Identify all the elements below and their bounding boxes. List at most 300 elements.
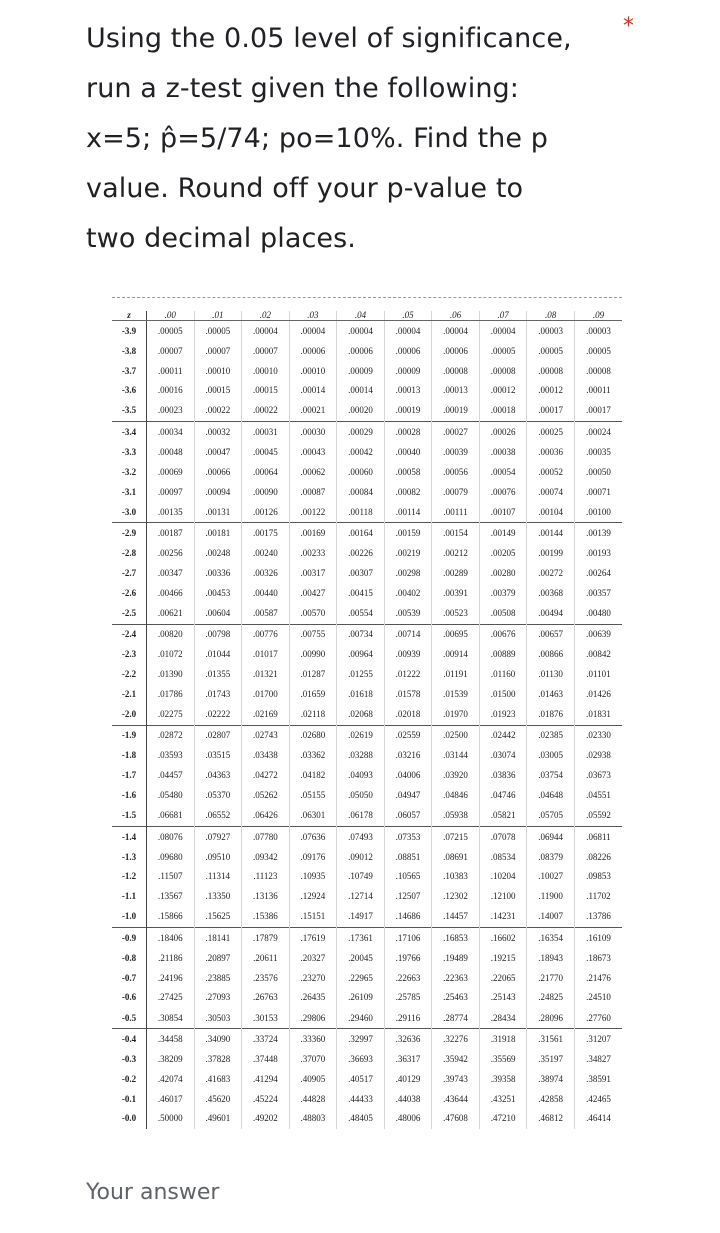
probability-cell: .00056 [432, 462, 480, 482]
probability-cell: .16853 [432, 928, 480, 949]
probability-cell: .31207 [574, 1029, 622, 1050]
probability-cell: .00357 [574, 583, 622, 603]
probability-cell: .00023 [147, 401, 195, 422]
probability-cell: .00427 [289, 583, 337, 603]
probability-cell: .17361 [337, 928, 385, 949]
probability-cell: .00011 [574, 381, 622, 401]
table-row [112, 948, 622, 968]
table-header-row [112, 311, 622, 321]
probability-cell: .00014 [337, 381, 385, 401]
probability-cell: .18141 [194, 928, 242, 949]
probability-cell: .01390 [147, 665, 195, 685]
z-value-cell: -2.3 [112, 645, 147, 665]
probability-cell: .11900 [527, 887, 575, 907]
probability-cell: .00019 [432, 401, 480, 422]
probability-cell: .20897 [194, 948, 242, 968]
probability-cell: .00060 [337, 462, 385, 482]
probability-cell: .00391 [432, 583, 480, 603]
probability-cell: .06057 [384, 805, 432, 826]
probability-cell: .04272 [242, 766, 290, 786]
probability-cell: .00003 [574, 321, 622, 342]
probability-cell: .27093 [194, 988, 242, 1008]
probability-cell: .00032 [194, 422, 242, 443]
probability-cell: .00013 [384, 381, 432, 401]
probability-cell: .02619 [337, 725, 385, 746]
probability-cell: .01101 [574, 665, 622, 685]
probability-cell: .48405 [337, 1109, 385, 1129]
probability-cell: .43644 [432, 1089, 480, 1109]
probability-cell: .25143 [479, 988, 527, 1008]
probability-cell: .00008 [574, 361, 622, 381]
probability-cell: .10027 [527, 867, 575, 887]
probability-cell: .14686 [384, 907, 432, 928]
probability-cell: .09176 [289, 847, 337, 867]
probability-cell: .12924 [289, 887, 337, 907]
probability-cell: .01287 [289, 665, 337, 685]
probability-cell: .00336 [194, 564, 242, 584]
probability-cell: .32636 [384, 1029, 432, 1050]
table-row [112, 746, 622, 766]
probability-cell: .02559 [384, 725, 432, 746]
probability-cell: .00030 [289, 422, 337, 443]
probability-cell: .00159 [384, 523, 432, 544]
table-row [112, 1029, 622, 1050]
table-row [112, 907, 622, 928]
table-row [112, 786, 622, 806]
z-value-cell: -2.9 [112, 523, 147, 544]
probability-cell: .05155 [289, 786, 337, 806]
table-row [112, 341, 622, 361]
probability-cell: .09510 [194, 847, 242, 867]
column-header: .09 [574, 311, 622, 321]
probability-cell: .00415 [337, 583, 385, 603]
probability-cell: .01876 [527, 704, 575, 725]
probability-cell: .45620 [194, 1089, 242, 1109]
probability-cell: .00587 [242, 603, 290, 624]
probability-cell: .00064 [242, 462, 290, 482]
column-header: .06 [432, 311, 480, 321]
probability-cell: .24825 [527, 988, 575, 1008]
table-top-divider [112, 297, 622, 299]
table-row [112, 401, 622, 422]
table-row [112, 361, 622, 381]
probability-cell: .47608 [432, 1109, 480, 1129]
probability-cell: .00054 [479, 462, 527, 482]
probability-cell: .15386 [242, 907, 290, 928]
probability-cell: .00480 [574, 603, 622, 624]
probability-cell: .34827 [574, 1050, 622, 1070]
probability-cell: .00639 [574, 624, 622, 645]
z-value-cell: -0.2 [112, 1069, 147, 1089]
column-header: .08 [527, 311, 575, 321]
probability-cell: .00004 [384, 321, 432, 342]
table-row [112, 624, 622, 645]
probability-cell: .00015 [194, 381, 242, 401]
probability-cell: .14457 [432, 907, 480, 928]
table-row [112, 564, 622, 584]
probability-cell: .09680 [147, 847, 195, 867]
probability-cell: .02068 [337, 704, 385, 725]
probability-cell: .00164 [337, 523, 385, 544]
probability-cell: .00028 [384, 422, 432, 443]
table-row [112, 1109, 622, 1129]
z-value-cell: -0.6 [112, 988, 147, 1008]
probability-cell: .00010 [289, 361, 337, 381]
question-line: Using the 0.05 level of significance, [86, 23, 572, 54]
probability-cell: .19766 [384, 948, 432, 968]
probability-cell: .00118 [337, 502, 385, 523]
probability-cell: .02938 [574, 746, 622, 766]
probability-cell: .10383 [432, 867, 480, 887]
probability-cell: .00289 [432, 564, 480, 584]
probability-cell: .40905 [289, 1069, 337, 1089]
probability-cell: .00820 [147, 624, 195, 645]
probability-cell: .00006 [384, 341, 432, 361]
probability-cell: .07215 [432, 826, 480, 847]
probability-cell: .48006 [384, 1109, 432, 1129]
probability-cell: .34458 [147, 1029, 195, 1050]
probability-cell: .01618 [337, 685, 385, 705]
probability-cell: .14007 [527, 907, 575, 928]
probability-cell: .00144 [527, 523, 575, 544]
probability-cell: .05480 [147, 786, 195, 806]
column-header: .07 [479, 311, 527, 321]
probability-cell: .00149 [479, 523, 527, 544]
probability-cell: .16109 [574, 928, 622, 949]
probability-cell: .12302 [432, 887, 480, 907]
probability-cell: .34090 [194, 1029, 242, 1050]
probability-cell: .03144 [432, 746, 480, 766]
probability-cell: .05705 [527, 805, 575, 826]
probability-cell: .00657 [527, 624, 575, 645]
probability-cell: .00889 [479, 645, 527, 665]
probability-cell: .00006 [337, 341, 385, 361]
probability-cell: .23576 [242, 968, 290, 988]
probability-cell: .28774 [432, 1008, 480, 1029]
probability-cell: .13567 [147, 887, 195, 907]
probability-cell: .49601 [194, 1109, 242, 1129]
probability-cell: .27425 [147, 988, 195, 1008]
probability-cell: .00050 [574, 462, 622, 482]
probability-cell: .04551 [574, 786, 622, 806]
probability-cell: .42074 [147, 1069, 195, 1089]
probability-cell: .40129 [384, 1069, 432, 1089]
probability-cell: .00570 [289, 603, 337, 624]
probability-cell: .06178 [337, 805, 385, 826]
probability-cell: .01659 [289, 685, 337, 705]
probability-cell: .00272 [527, 564, 575, 584]
probability-cell: .49202 [242, 1109, 290, 1129]
probability-cell: .00523 [432, 603, 480, 624]
probability-cell: .00539 [384, 603, 432, 624]
z-value-cell: -1.6 [112, 786, 147, 806]
probability-cell: .02500 [432, 725, 480, 746]
probability-cell: .05262 [242, 786, 290, 806]
probability-cell: .30503 [194, 1008, 242, 1029]
table-row [112, 725, 622, 746]
z-value-cell: -1.5 [112, 805, 147, 826]
z-value-cell: -0.5 [112, 1008, 147, 1029]
z-value-cell: -2.2 [112, 665, 147, 685]
probability-cell: .02743 [242, 725, 290, 746]
probability-cell: .00368 [527, 583, 575, 603]
table-row [112, 381, 622, 401]
probability-cell: .00175 [242, 523, 290, 544]
probability-cell: .00012 [479, 381, 527, 401]
probability-cell: .11702 [574, 887, 622, 907]
probability-cell: .00990 [289, 645, 337, 665]
probability-cell: .22965 [337, 968, 385, 988]
probability-cell: .00003 [527, 321, 575, 342]
probability-cell: .00010 [194, 361, 242, 381]
probability-cell: .01130 [527, 665, 575, 685]
probability-cell: .11314 [194, 867, 242, 887]
probability-cell: .08534 [479, 847, 527, 867]
probability-cell: .00074 [527, 482, 575, 502]
probability-cell: .09012 [337, 847, 385, 867]
z-value-cell: -2.7 [112, 564, 147, 584]
probability-cell: .03920 [432, 766, 480, 786]
probability-cell: .00122 [289, 502, 337, 523]
probability-cell: .00035 [574, 443, 622, 463]
z-value-cell: -3.3 [112, 443, 147, 463]
probability-cell: .00097 [147, 482, 195, 502]
probability-cell: .29116 [384, 1008, 432, 1029]
probability-cell: .00005 [527, 341, 575, 361]
probability-cell: .03288 [337, 746, 385, 766]
table-row [112, 321, 622, 342]
probability-cell: .00029 [337, 422, 385, 443]
answer-input[interactable] [86, 1168, 630, 1220]
z-value-cell: -1.1 [112, 887, 147, 907]
probability-cell: .12507 [384, 887, 432, 907]
probability-cell: .05938 [432, 805, 480, 826]
probability-cell: .00604 [194, 603, 242, 624]
z-value-cell: -2.5 [112, 603, 147, 624]
probability-cell: .01743 [194, 685, 242, 705]
z-value-cell: -3.1 [112, 482, 147, 502]
column-header: .02 [242, 311, 290, 321]
probability-cell: .04006 [384, 766, 432, 786]
probability-cell: .23885 [194, 968, 242, 988]
probability-cell: .02442 [479, 725, 527, 746]
probability-cell: .00554 [337, 603, 385, 624]
probability-cell: .01970 [432, 704, 480, 725]
probability-cell: .09342 [242, 847, 290, 867]
probability-cell: .01222 [384, 665, 432, 685]
probability-cell: .00621 [147, 603, 195, 624]
probability-cell: .47210 [479, 1109, 527, 1129]
probability-cell: .05050 [337, 786, 385, 806]
probability-cell: .18406 [147, 928, 195, 949]
probability-cell: .04093 [337, 766, 385, 786]
probability-cell: .00094 [194, 482, 242, 502]
z-value-cell: -3.0 [112, 502, 147, 523]
z-value-cell: -0.9 [112, 928, 147, 949]
probability-cell: .38591 [574, 1069, 622, 1089]
probability-cell: .31918 [479, 1029, 527, 1050]
probability-cell: .00005 [479, 341, 527, 361]
table-row [112, 887, 622, 907]
probability-cell: .02330 [574, 725, 622, 746]
probability-cell: .00453 [194, 583, 242, 603]
probability-cell: .03438 [242, 746, 290, 766]
probability-cell: .30854 [147, 1008, 195, 1029]
probability-cell: .26763 [242, 988, 290, 1008]
table-row [112, 766, 622, 786]
probability-cell: .13350 [194, 887, 242, 907]
probability-cell: .00017 [574, 401, 622, 422]
probability-cell: .00043 [289, 443, 337, 463]
z-value-cell: -2.1 [112, 685, 147, 705]
probability-cell: .04182 [289, 766, 337, 786]
probability-cell: .01700 [242, 685, 290, 705]
probability-cell: .00004 [479, 321, 527, 342]
probability-cell: .00104 [527, 502, 575, 523]
probability-cell: .41683 [194, 1069, 242, 1089]
probability-cell: .00040 [384, 443, 432, 463]
probability-cell: .00031 [242, 422, 290, 443]
probability-cell: .38209 [147, 1050, 195, 1070]
probability-cell: .00010 [242, 361, 290, 381]
probability-cell: .29460 [337, 1008, 385, 1029]
probability-cell: .00866 [527, 645, 575, 665]
probability-cell: .35942 [432, 1050, 480, 1070]
probability-cell: .00045 [242, 443, 290, 463]
z-value-cell: -0.7 [112, 968, 147, 988]
probability-cell: .03362 [289, 746, 337, 766]
probability-cell: .04947 [384, 786, 432, 806]
table-row [112, 523, 622, 544]
probability-cell: .00734 [337, 624, 385, 645]
probability-cell: .06426 [242, 805, 290, 826]
probability-cell: .33360 [289, 1029, 337, 1050]
probability-cell: .24196 [147, 968, 195, 988]
table-row [112, 988, 622, 1008]
probability-cell: .00317 [289, 564, 337, 584]
probability-cell: .02118 [289, 704, 337, 725]
table-row [112, 1069, 622, 1089]
probability-cell: .00466 [147, 583, 195, 603]
probability-cell: .18673 [574, 948, 622, 968]
probability-cell: .00090 [242, 482, 290, 502]
column-header: .00 [147, 311, 195, 321]
probability-cell: .12100 [479, 887, 527, 907]
probability-cell: .11507 [147, 867, 195, 887]
z-value-cell: -1.9 [112, 725, 147, 746]
probability-cell: .00914 [432, 645, 480, 665]
required-asterisk: * [623, 14, 634, 39]
probability-cell: .00024 [574, 422, 622, 443]
probability-cell: .28096 [527, 1008, 575, 1029]
probability-cell: .35569 [479, 1050, 527, 1070]
probability-cell: .00219 [384, 544, 432, 564]
probability-cell: .07078 [479, 826, 527, 847]
probability-cell: .15151 [289, 907, 337, 928]
z-value-cell: -0.3 [112, 1050, 147, 1070]
probability-cell: .06811 [574, 826, 622, 847]
probability-cell: .00034 [147, 422, 195, 443]
probability-cell: .13786 [574, 907, 622, 928]
probability-cell: .22065 [479, 968, 527, 988]
probability-cell: .08691 [432, 847, 480, 867]
z-value-cell: -0.0 [112, 1109, 147, 1129]
probability-cell: .00007 [147, 341, 195, 361]
probability-cell: .00100 [574, 502, 622, 523]
probability-cell: .25785 [384, 988, 432, 1008]
probability-cell: .00036 [527, 443, 575, 463]
probability-cell: .02222 [194, 704, 242, 725]
probability-cell: .00326 [242, 564, 290, 584]
probability-cell: .00240 [242, 544, 290, 564]
probability-cell: .01044 [194, 645, 242, 665]
probability-cell: .26435 [289, 988, 337, 1008]
probability-cell: .00008 [479, 361, 527, 381]
probability-cell: .01321 [242, 665, 290, 685]
probability-cell: .01500 [479, 685, 527, 705]
probability-cell: .22363 [432, 968, 480, 988]
probability-cell: .29806 [289, 1008, 337, 1029]
z-value-cell: -2.0 [112, 704, 147, 725]
probability-cell: .00004 [289, 321, 337, 342]
z-value-cell: -3.2 [112, 462, 147, 482]
probability-cell: .00062 [289, 462, 337, 482]
probability-cell: .00066 [194, 462, 242, 482]
probability-cell: .03673 [574, 766, 622, 786]
probability-cell: .03515 [194, 746, 242, 766]
probability-cell: .42465 [574, 1089, 622, 1109]
probability-cell: .01355 [194, 665, 242, 685]
probability-cell: .02018 [384, 704, 432, 725]
probability-cell: .00256 [147, 544, 195, 564]
probability-cell: .00025 [527, 422, 575, 443]
probability-cell: .00021 [289, 401, 337, 422]
probability-cell: .09853 [574, 867, 622, 887]
probability-cell: .01017 [242, 645, 290, 665]
probability-cell: .27760 [574, 1008, 622, 1029]
probability-cell: .00006 [432, 341, 480, 361]
probability-cell: .07780 [242, 826, 290, 847]
probability-cell: .00798 [194, 624, 242, 645]
probability-cell: .00047 [194, 443, 242, 463]
probability-cell: .10204 [479, 867, 527, 887]
probability-cell: .02275 [147, 704, 195, 725]
probability-cell: .00226 [337, 544, 385, 564]
table-row [112, 583, 622, 603]
question-line: run a z-test given the following: [86, 73, 519, 104]
probability-cell: .39743 [432, 1069, 480, 1089]
z-value-cell: -1.0 [112, 907, 147, 928]
probability-cell: .42858 [527, 1089, 575, 1109]
table-row [112, 665, 622, 685]
probability-cell: .05821 [479, 805, 527, 826]
probability-cell: .00212 [432, 544, 480, 564]
probability-cell: .00004 [432, 321, 480, 342]
probability-cell: .01831 [574, 704, 622, 725]
probability-cell: .00017 [527, 401, 575, 422]
probability-cell: .00494 [527, 603, 575, 624]
probability-cell: .08226 [574, 847, 622, 867]
z-value-cell: -2.6 [112, 583, 147, 603]
probability-cell: .19215 [479, 948, 527, 968]
probability-cell: .15625 [194, 907, 242, 928]
z-value-cell: -1.7 [112, 766, 147, 786]
probability-cell: .22663 [384, 968, 432, 988]
probability-cell: .00009 [384, 361, 432, 381]
probability-cell: .00776 [242, 624, 290, 645]
probability-cell: .32276 [432, 1029, 480, 1050]
probability-cell: .00006 [289, 341, 337, 361]
